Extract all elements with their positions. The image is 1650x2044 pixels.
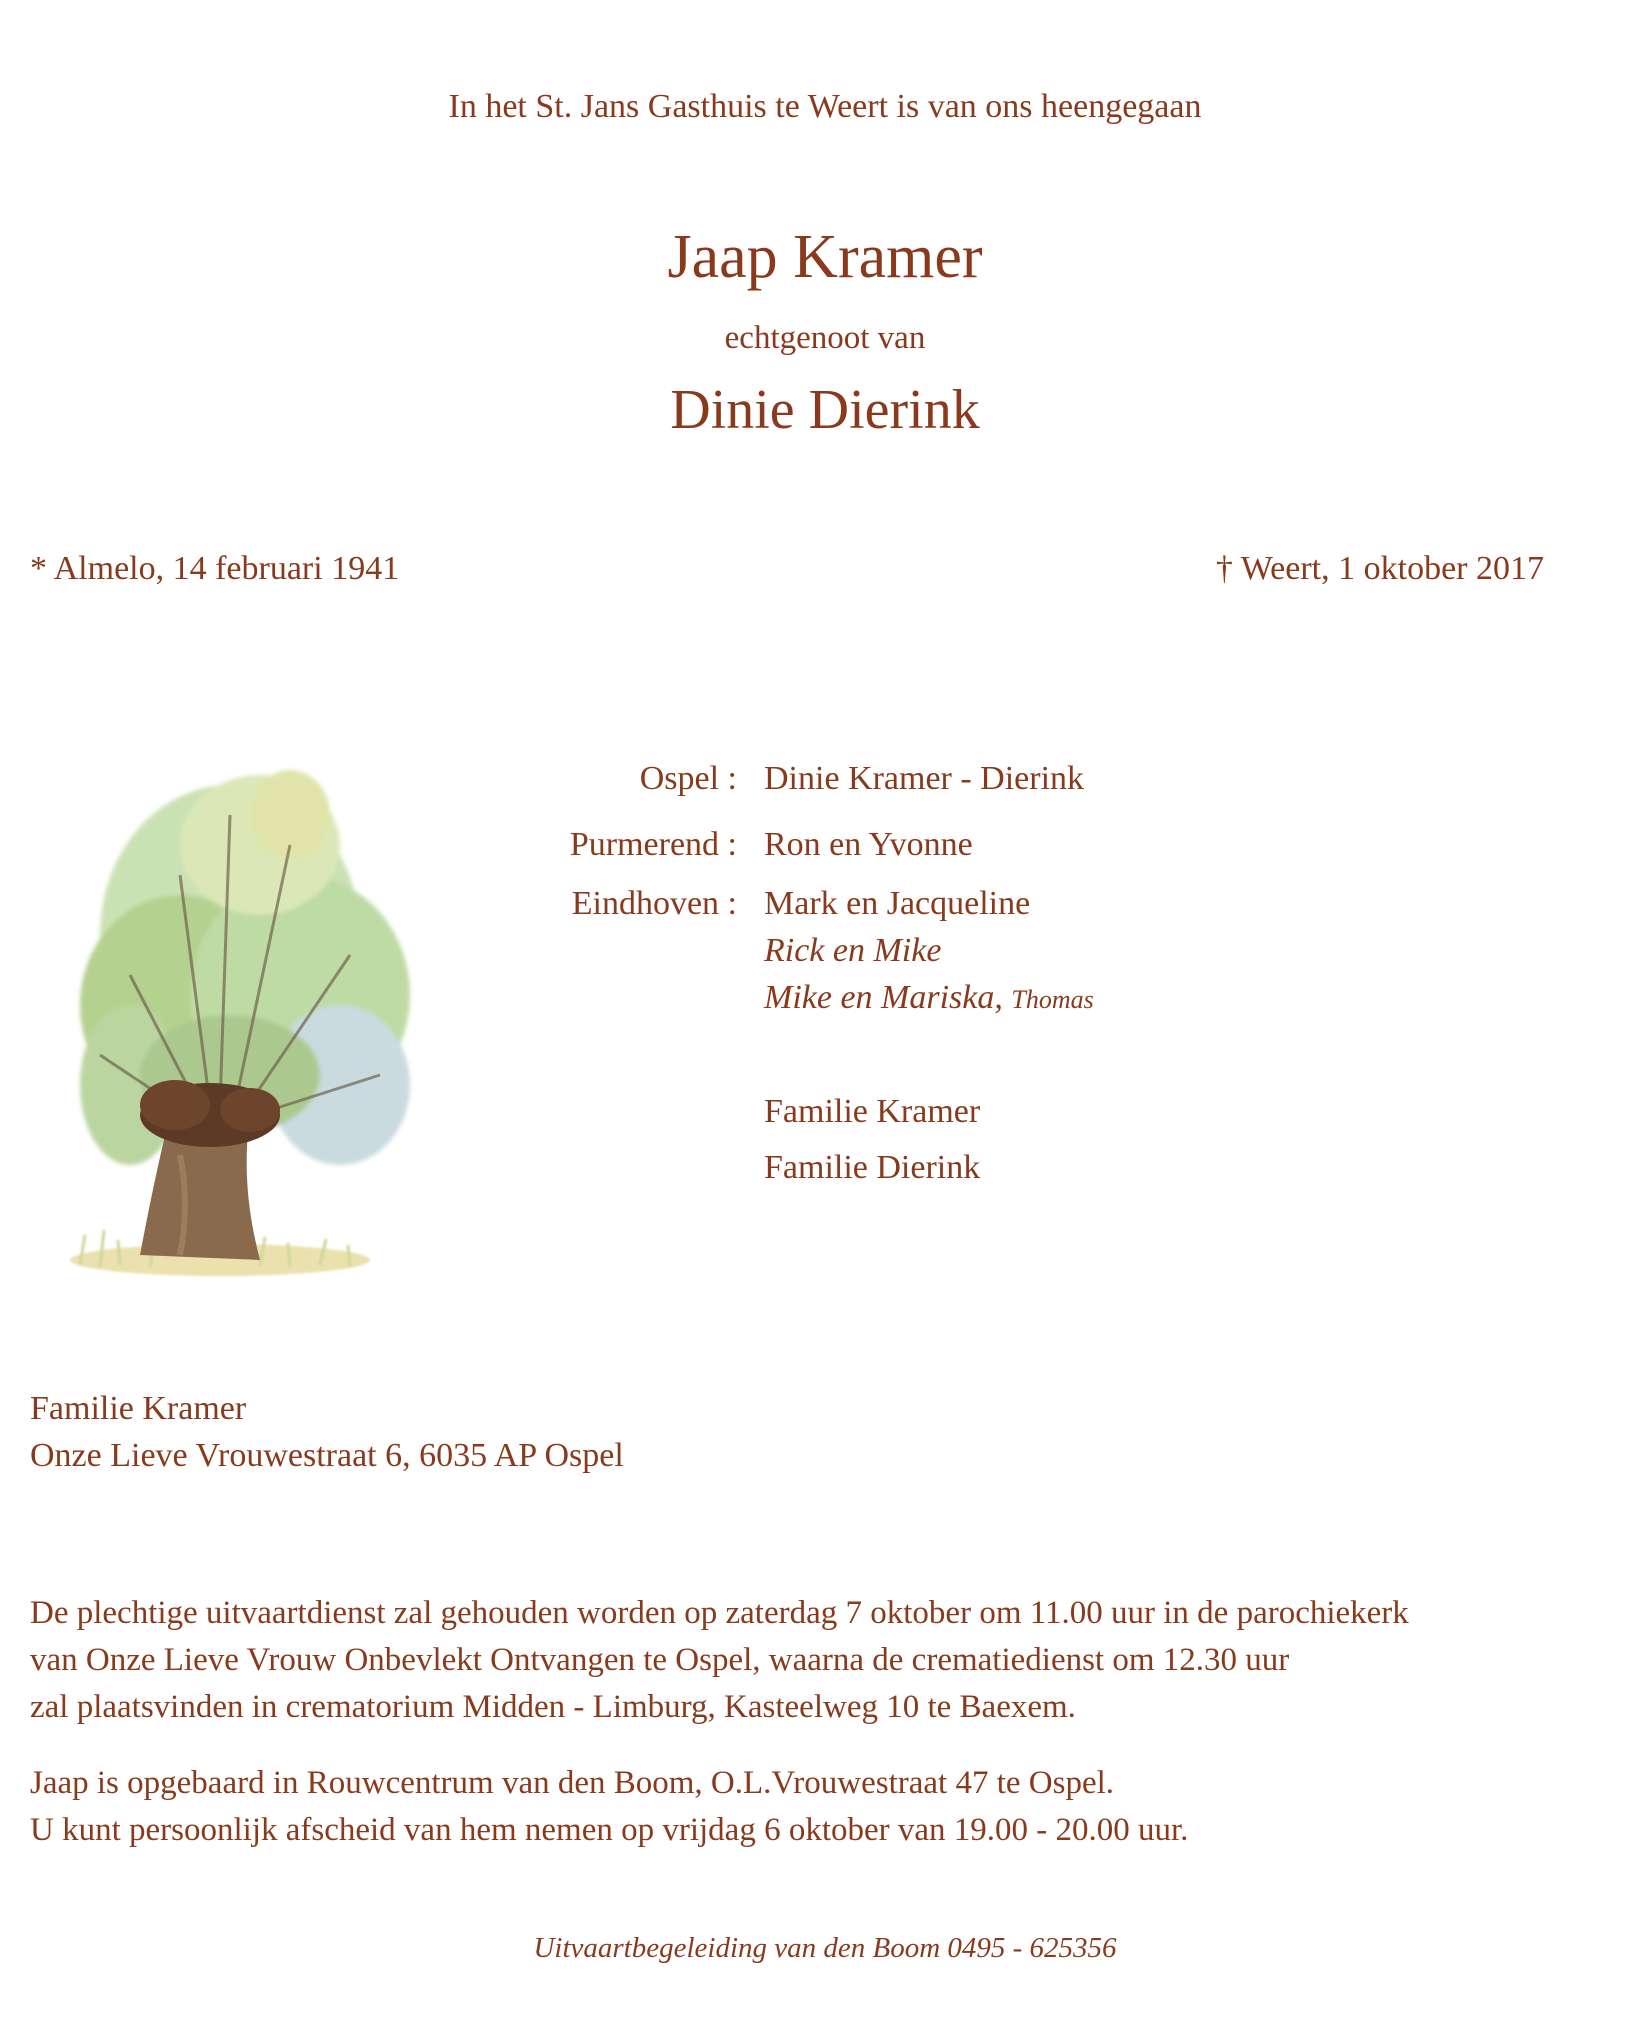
funeral-director-footer: Uitvaartbegeleiding van den Boom 0495 - 625356 bbox=[533, 1932, 1117, 1964]
address-street: Onze Lieve Vrouwestraat 6, 6035 AP Ospel bbox=[30, 1437, 624, 1474]
grandchildren-2-extra: Thomas bbox=[1011, 985, 1094, 1014]
address-block bbox=[30, 1385, 624, 1479]
family-name-purmerend: Ron en Yvonne bbox=[764, 826, 973, 863]
willow-tree-icon bbox=[60, 755, 430, 1285]
family-place-purmerend: Purmerend : bbox=[569, 826, 737, 863]
spouse-label: echtgenoot van bbox=[724, 320, 926, 356]
grandchildren-2 bbox=[764, 979, 1094, 1017]
birth-date: * Almelo, 14 februari 1941 bbox=[30, 550, 400, 587]
viewing-line-1: Jaap is opgebaard in Rouwcentrum van den Boom, O.L.Vrouwestraat 47 te Ospel. bbox=[30, 1765, 1115, 1801]
family-name-eindhoven: Mark en Jacqueline bbox=[764, 885, 1031, 922]
service-info bbox=[30, 1590, 1590, 1731]
spouse-name: Dinie Dierink bbox=[670, 379, 980, 441]
family-place-eindhoven: Eindhoven : bbox=[571, 885, 737, 922]
viewing-info bbox=[30, 1760, 1590, 1854]
service-line-2: van Onze Lieve Vrouw Onbevlekt Ontvangen te Ospel, waarna de crematiedienst om 12.30 uur bbox=[30, 1642, 1290, 1678]
family-name-ospel: Dinie Kramer - Dierink bbox=[764, 760, 1085, 797]
deceased-name: Jaap Kramer bbox=[667, 223, 983, 291]
intro-text: In het St. Jans Gasthuis te Weert is van ons heengegaan bbox=[448, 88, 1202, 125]
family-kramer: Familie Kramer bbox=[764, 1093, 981, 1130]
family-dierink: Familie Dierink bbox=[764, 1149, 981, 1186]
service-line-3: zal plaatsvinden in crematorium Midden - Limburg, Kasteelweg 10 te Baexem. bbox=[30, 1689, 1076, 1725]
address-name: Familie Kramer bbox=[30, 1390, 247, 1427]
grandchildren-2-name: Mike en Mariska, bbox=[764, 979, 1003, 1016]
grandchildren-1: Rick en Mike bbox=[764, 932, 942, 969]
death-date: † Weert, 1 oktober 2017 bbox=[1215, 550, 1544, 587]
viewing-line-2: U kunt persoonlijk afscheid van hem nemen op vrijdag 6 oktober van 19.00 - 20.00 uur. bbox=[30, 1812, 1189, 1848]
service-line-1: De plechtige uitvaartdienst zal gehouden worden op zaterdag 7 oktober om 11.00 uur in de parochiekerk bbox=[30, 1595, 1409, 1631]
family-place-ospel: Ospel : bbox=[639, 760, 737, 797]
